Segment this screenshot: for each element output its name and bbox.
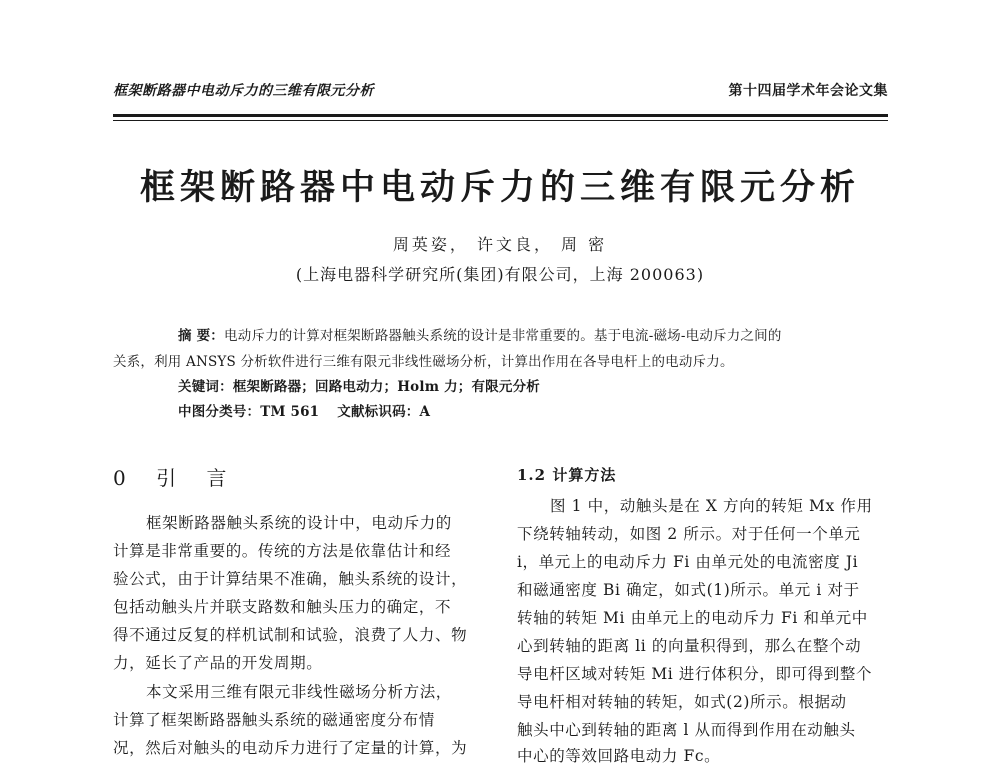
abstract-label: 摘 要： [178,328,224,344]
paper-authors: 周英姿， 许文良， 周 密 [392,235,608,254]
left-line-4: 包括动触头片并联支路数和触头压力的确定，不 [113,598,452,616]
abstract-text-1: 电动斥力的计算对框架断路器触头系统的设计是非常重要的。基于电流-磁场-电动斥力之间的 [224,328,782,344]
left-line-5: 得不通过反复的样机试制和试验，浪费了人力、物 [113,626,468,644]
running-header-right: 第十四届学术年会论文集 [728,83,888,99]
paper-title: 框架断路器中电动斥力的三维有限元分析 [139,168,860,208]
right-line-3: i，单元上的电动斥力 Fi 由单元处的电流密度 Ji [517,553,859,571]
right-line-10: 中心的等效回路电动力 Fc。 [517,747,721,765]
doc-code: A [419,404,431,420]
doc-code-label: 文献标识码： [337,404,420,420]
right-line-5: 转轴的转矩 Mi 由单元上的电动斥力 Fi 和单元中 [517,609,868,627]
keywords-line [178,375,540,395]
left-line-8: 计算了框架断路器触头系统的磁通密度分布情 [113,711,436,729]
right-line-2: 下绕转轴转动，如图 2 所示。对于任何一个单元 [517,525,861,543]
right-line-9: 触头中心到转轴的距离 l 从而得到作用在动触头 [517,721,856,739]
keywords-label: 关键词： [178,379,233,395]
right-line-6: 心到转轴的距离 li 的向量积得到，那么在整个动 [517,637,862,655]
header-rule-thin [113,120,888,121]
left-line-1: 框架断路器触头系统的设计中，电动斥力的 [146,514,452,532]
right-line-4: 和磁通密度 Bi 确定，如式(1)所示。单元 i 对于 [517,581,860,599]
left-line-7: 本文采用三维有限元非线性磁场分析方法， [146,683,452,701]
keywords-text: 框架断路器；回路电动力；Holm 力；有限元分析 [232,379,540,395]
running-header-left: 框架断路器中电动斥力的三维有限元分析 [113,83,374,99]
classification-label: 中图分类号： [178,404,261,420]
left-line-2: 计算是非常重要的。传统的方法是依靠估计和经 [113,542,452,560]
subsection-heading-calc-method: 1.2 计算方法 [517,466,617,484]
classification-code: TM 561 [260,404,320,420]
classification-line [178,400,430,420]
section-heading-introduction: 0 引 言 [113,466,239,490]
left-line-3: 验公式，由于计算结果不准确，触头系统的设计， [113,570,468,588]
right-line-7: 导电杆区域对转矩 Mi 进行体积分，即可得到整个 [517,665,873,683]
header-rule-thick [113,114,888,117]
left-line-6: 力，延长了产品的开发周期。 [113,654,323,672]
abstract-line-2: 关系，利用 ANSYS 分析软件进行三维有限元非线性磁场分析，计算出作用在各导电杆上的电动斥力。 [113,354,734,370]
right-line-8: 导电杆相对转轴的转矩，如式(2)所示。根据动 [517,693,847,711]
left-line-9: 况，然后对触头的电动斥力进行了定量的计算，为 [113,739,468,757]
right-line-1: 图 1 中，动触头是在 X 方向的转矩 Mx 作用 [550,497,873,515]
paper-affiliation: (上海电器科学研究所(集团)有限公司，上海 200063) [295,265,705,284]
abstract-line-1 [178,324,782,344]
